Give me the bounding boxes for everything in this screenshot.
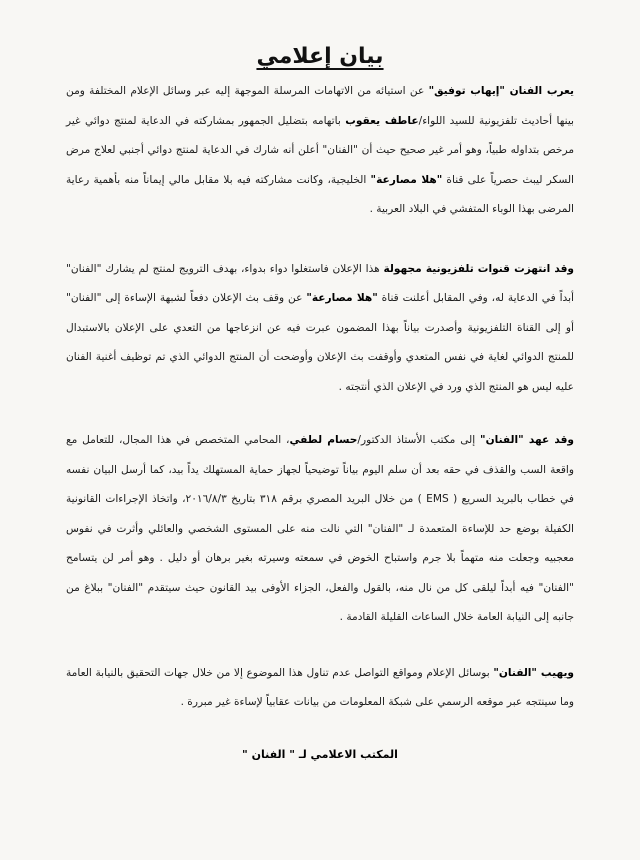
paragraph-gap — [66, 225, 574, 255]
paragraph-4-lead: ويهيب "الفنان" — [493, 666, 575, 679]
paragraph-4-body: بوسائل الإعلام ومواقع التواصل عدم تناول هذا الموضوع إلا من خلال جهات التحقيق بالنيابة العامة وما سينتجه عبر موقعه الرسمي على شبكة المعلومات من بيانات عقابياً لإساءة غير مبررة . — [66, 666, 574, 708]
paragraph-2-body-2: عن وقف بث الإعلان دفعاً لشبهة الإساءة إلى "الفنان" أو إلى القناة التلفزيونية وأصدرت بياناً بهذا المضمون عبرت فيه عن انزعاجها من التعدي على الإعلان بالاستبدال للمنتج الدوائي لغاية في نفس المتعدي وأوقفت بث الإعلان وأوضحت أن المنتج الدوائي الذي تم توظيف أغنية الفنان عليه ليس هو المنتج الذي ورد في الإعلان الذي أنتجته . — [66, 292, 574, 393]
paragraph-3-body-2: ، المحامي المتخصص في هذا المجال، للتعامل مع واقعة السب والقذف في حقه بعد أن سلم اليوم بياناً توضيحياً لجهاز حماية المستهلك يداً بيد، كما أرسل البيان نفسه في خطاب بالبريد السريع ( EMS ) من خلال البريد المصري برقم ٣١٨ بتاريخ ٢٠١٦/٨/٣، واتخاذ الإجراءات القانونية الكفيلة بوضع حد للإساءة المتعمدة لـ "الفنان" التي نالت منه على المستوى الشخصي والعائلي وأثرت في نفوس معجبيه وجعلت منه متهماً بلا جرم واستباح الخوض في سمعته وسيرته بغير برهان أو دليل . وهو أمر لن يتسامح "الفنان" فيه أبداً ليلقى كل من نال منه، بالقول والفعل، الجزاء الأوفى بيد القانون حيث سيتقدم "الفنان" ببلاغ من جانبه إلى النيابة العامة خلال الساعات القليلة القادمة . — [66, 434, 574, 623]
paragraph-2-channel: "هلا مصارعة" — [306, 292, 378, 304]
paragraph-2 — [66, 255, 574, 403]
paragraph-1 — [66, 77, 574, 225]
paragraph-gap — [66, 633, 574, 659]
paragraph-1-bold-name: عاطف يعقوب — [345, 114, 419, 127]
paragraph-4 — [66, 659, 574, 718]
paragraph-1-body: عن استيائه من الاتهامات المرسلة الموجهة إليه عبر وسائل الإعلام المختلفة ومن بينها أحاديث تلفزيونية للسيد اللواء/ — [66, 85, 574, 127]
paragraph-1-body-2: باتهامه بتضليل الجمهور بمشاركته في الدعاية لمنتج دوائي غير مرخص بتداوله طبياً، وهو أمر غير صحيح حيث أن "الفنان" أعلن أنه شارك في الدعاية لمنتج دوائي أجنبي لعلاج مرض السكر ليبث حصرياً على قناة — [66, 114, 574, 186]
paragraph-3-lawyer-name: حسام لطفي — [289, 434, 358, 446]
signature: المكتب الاعلامي لـ " الفنان " — [242, 747, 398, 761]
paragraph-gap — [66, 402, 574, 426]
paragraph-2-lead: وقد انتهزت قنوات تلفزيونية مجهولة — [383, 262, 574, 275]
paragraph-3-body: إلى مكتب الأستاذ الدكتور/ — [357, 434, 481, 446]
paragraph-1-channel: "هلا مصارعة" — [370, 173, 443, 186]
paragraph-2-body: هذا الإعلان فاستغلوا دواء بدواء، بهدف الترويج لمنتج لم يشارك "الفنان" أبداً في الدعاية له، وفي المقابل أعلنت قناة — [66, 262, 574, 304]
paragraph-3-lead: وقد عهد "الفنان" — [480, 434, 574, 446]
page-title: بيان إعلامي — [256, 44, 384, 69]
paragraph-3 — [66, 426, 574, 633]
paragraph-1-body-3: الخليجية، وكانت مشاركته فيه بلا مقابل مالي إيماناً منه بأهمية رعاية المرضى بهذا الوباء المتفشي في البلاد العربية . — [66, 173, 574, 215]
paragraph-1-lead: يعرب الفنان "إيهاب توفيق" — [428, 85, 575, 97]
